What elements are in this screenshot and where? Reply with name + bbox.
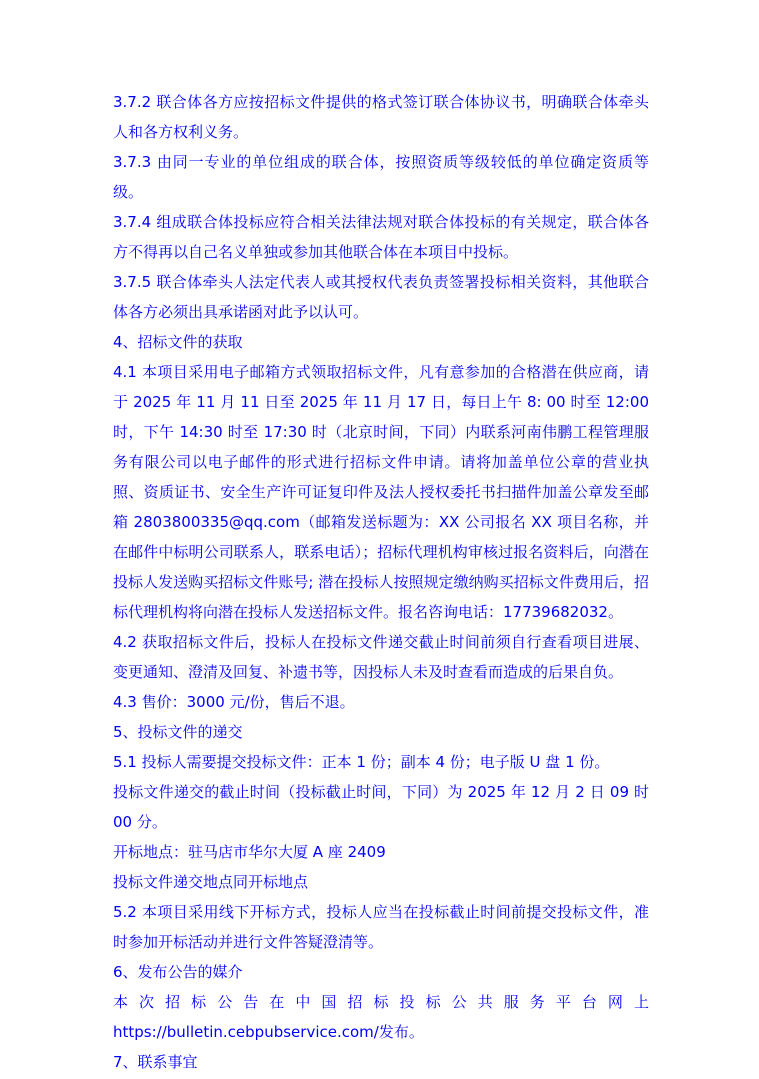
document-page [113, 87, 649, 1077]
clause-4-1-paragraph: 4.1 本项目采用电子邮箱方式领取招标文件，凡有意参加的合格潜在供应商，请于 2025 年 11 月 11 日至 2025 年 11 月 17 日，每日上午 8: 00 时至 12:00 时，下午 14:30 时至 17:30 时（北京时间，下同）内联系河南伟鹏工程管理服务有限公司以电子邮件的形式进行招标文件申请。请将加盖单位公章的营业执照、资质证书、安全生产许可证复印件及法人授权委托书扫描件加盖公章发至邮箱 2803800335@qq.com（邮箱发送标题为：XX 公司报名 XX 项目名称，并在邮件中标明公司联系人，联系电话）；招标代理机构审核过报名资料后，向潜在投标人发送购买招标文件账号; 潜在投标人按照规定缴纳购买招标文件费用后，招标代理机构将向潜在投标人发送招标文件。报名咨询电话：17739682032。 [113, 363, 649, 621]
submission-deadline-paragraph: 投标文件递交的截止时间（投标截止时间，下同）为 2025 年 12 月 2 日 09 时 00 分。 [113, 783, 649, 831]
clause-4-2-paragraph: 4.2 获取招标文件后，投标人在投标文件递交截止时间前须自行查看项目进展、变更通知、澄清及回复、补遗书等，因投标人未及时查看而造成的后果自负。 [113, 633, 649, 681]
section-5-heading: 5、投标文件的递交 [113, 723, 243, 741]
section-6-heading: 6、发布公告的媒介 [113, 963, 243, 981]
section-7-heading: 7、联系事宜 [113, 1053, 198, 1071]
submission-location-paragraph: 投标文件递交地点同开标地点 [113, 873, 309, 891]
bid-opening-location-paragraph: 开标地点：驻马店市华尔大厦 A 座 2409 [113, 843, 386, 861]
clause-4-3-price-paragraph: 4.3 售价：3000 元/份，售后不退。 [113, 693, 355, 711]
clause-3-7-2-paragraph: 3.7.2 联合体各方应按招标文件提供的格式签订联合体协议书，明确联合体牵头人和各方权利义务。 [113, 93, 649, 141]
clause-3-7-5-paragraph: 3.7.5 联合体牵头人法定代表人或其授权代表负责签署投标相关资料，其他联合体各方必须出具承诺函对此予以认可。 [113, 273, 649, 321]
announcement-media-paragraph: 本次招标公告在中国招标投标公共服务平台网上https://bulletin.cebpubservice.com/发布。 [113, 993, 649, 1041]
clause-5-1-paragraph: 5.1 投标人需要提交投标文件：正本 1 份；副本 4 份；电子版 U 盘 1 份。 [113, 753, 610, 771]
clause-3-7-4-paragraph: 3.7.4 组成联合体投标应符合相关法律法规对联合体投标的有关规定，联合体各方不得再以自己名义单独或参加其他联合体在本项目中投标。 [113, 213, 649, 261]
clause-5-2-paragraph: 5.2 本项目采用线下开标方式，投标人应当在投标截止时间前提交投标文件，准时参加开标活动并进行文件答疑澄清等。 [113, 903, 649, 951]
clause-3-7-3-paragraph: 3.7.3 由同一专业的单位组成的联合体，按照资质等级较低的单位确定资质等级。 [113, 153, 649, 201]
section-4-heading: 4、招标文件的获取 [113, 333, 243, 351]
